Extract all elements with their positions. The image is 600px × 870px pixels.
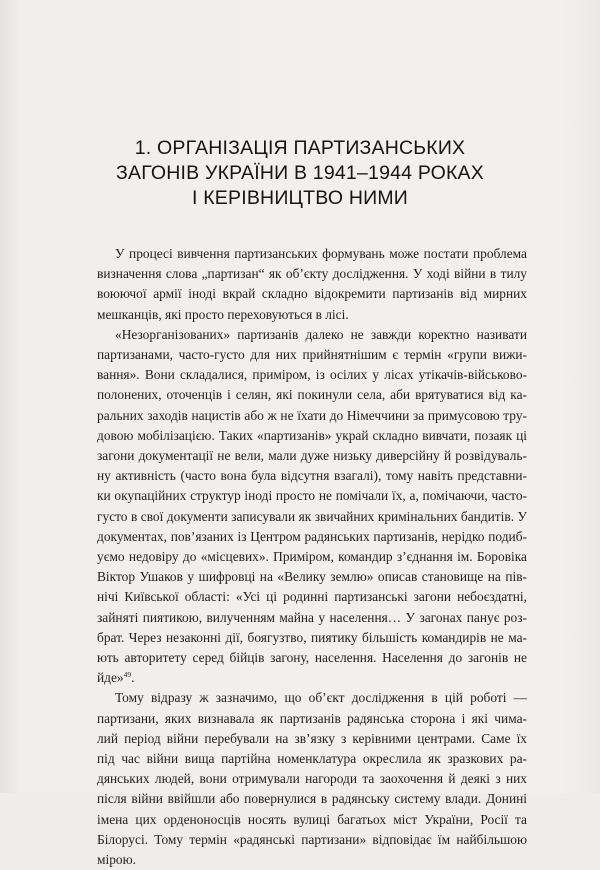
text-line-last: йде»$^{49}$. [97,670,135,686]
text-line: імена цих орденоносців носять вулиці багатьох міст України, Росії та [97,811,527,827]
text-line: ки окупаційних структур іноді просто не помічали їх, а, помічаючи, часто- [97,488,527,504]
text-line: загони документації не вели, мали дуже низьку диверсійну й розвідуваль- [97,448,527,464]
text-line: нічі Київської області: «Усі ці родинні партизанські загони небоєздатні, [97,589,527,605]
text-line: зайняті пиятикою, вилученням майна у населення… У загонах панує роз- [97,609,527,625]
text-line: після війни ввійшли або повернулися в радянську систему влади. Донині [97,791,527,807]
text-line: мірою. [97,852,136,868]
body-text [97,244,527,870]
text-line: лий період війни перебували на зв’язку з керівними центрами. Саме їх [97,730,527,746]
paragraph-2 [97,325,527,689]
footnote-marker: 49 [123,670,132,680]
chapter-heading [60,136,540,211]
text-line: густо в свої документи записували як звичайних кримінальних бандитів. У [97,508,527,524]
text-line: уємо недовіру до «місцевих». Приміром, командир з’єднання ім. Боровіка [97,549,527,565]
text-fragment: йде» [97,670,124,686]
text-line: ральних заходів нацистів або ж не їхати до Німеччини за примусовою тру- [97,407,527,423]
text-line: дянських людей, вони отримували нагороди та заохочення й деякі з них [97,771,527,787]
text-line: ну активність (часто вона була відсутня взагалі), тому навіть представни- [97,468,527,484]
text-line: Віктор Ушаков у шифровці на «Велику землю» описав становище на пів- [97,569,527,585]
heading-line: І КЕРІВНИЦТВО НИМИ [192,187,408,209]
text-line: воюючої армії іноді вкрай складно відокремити партизанів від мирних [97,286,527,302]
text-line: партизани, яких визнавала як партизанів радянська сторона і які чима- [97,710,527,726]
paragraph-1 [97,244,527,325]
text-line: під час війни вища партійна номенклатура окреслила як зразкових ра- [97,751,527,767]
heading-line: ЗАГОНІВ УКРАЇНИ В 1941–1944 РОКАХ [116,162,484,184]
paragraph-3 [97,688,527,870]
text-line: визначення слова „партизан“ як об’єкту дослідження. У ході війни в тилу [97,266,527,282]
text-line: У процесі вивчення партизанських формувань може постати проблема [115,246,527,261]
text-line: вання». Вони складалися, приміром, із осілих у лісах утікачів-військово- [97,367,527,383]
heading-line: 1. ОРГАНІЗАЦІЯ ПАРТИЗАНСЬКИХ [134,137,466,159]
text-line: полонених, оточенців і селян, які покинули села, аби врятуватися від ка- [97,387,527,403]
text-line: довою мобілізацією. Таких «партизанів» украй складно вивчати, позаяк ці [97,427,527,443]
text-line: партизанами, часто-густо для них прийнятнішим є термін «групи вижи- [97,347,527,363]
text-line: брат. Через незаконні дії, боягузтво, пиятику більшість командирів не ма- [97,629,527,645]
text-line: Тому відразу ж зазначимо, що об’єкт дослідження в цій роботі — [115,690,527,706]
text-line: мешканців, які просто переховуються в лісі. [97,306,349,322]
text-line: «Незорганізованих» партизанів далеко не завжди коректно називати [115,326,527,342]
text-line: Білорусі. Тому термін «радянські партизани» відповідає їм найбільшою [97,831,527,847]
text-line: документах, пов’язаних із Центром радянських партизанів, нерідко подиб- [97,528,527,544]
text-line: ють авторитету серед бійців загону, населення. Населення до загонів не [97,650,527,666]
